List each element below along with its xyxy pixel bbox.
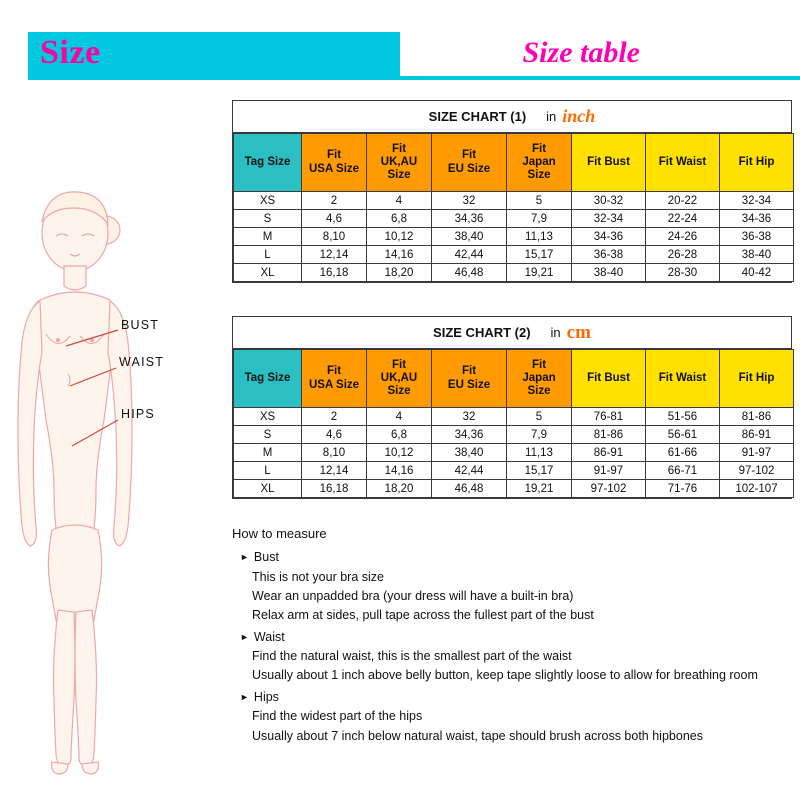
cell-eu: 34,36 <box>432 210 507 228</box>
cell-uk: 10,12 <box>367 444 432 462</box>
cell-tag-size: XL <box>234 480 302 498</box>
cell-uk: 6,8 <box>367 426 432 444</box>
cell-eu: 42,44 <box>432 246 507 264</box>
size-chart-2-unit: cm <box>566 321 591 343</box>
label-bust: BUST <box>121 318 160 332</box>
header-left-band <box>28 32 400 80</box>
cell-bust: 34-36 <box>572 228 646 246</box>
female-body-figure <box>0 90 220 780</box>
size-chart-1-table <box>233 133 794 282</box>
cell-hip: 81-86 <box>720 408 794 426</box>
bust-line-2: Wear an unpadded bra (your dress will have a built-in bra) <box>252 588 574 603</box>
size-chart-1-unit: inch <box>562 106 596 126</box>
cell-bust: 32-34 <box>572 210 646 228</box>
col-header-fit-hip: Fit Hip <box>720 350 794 408</box>
bullet-label: Bust <box>253 550 279 565</box>
cell-eu: 34,36 <box>432 426 507 444</box>
col-header-usa-size: Fit USA Size <box>302 350 367 408</box>
cell-bust: 38-40 <box>572 264 646 282</box>
cell-eu: 42,44 <box>432 462 507 480</box>
cell-hip: 40-42 <box>720 264 794 282</box>
cell-eu: 32 <box>432 192 507 210</box>
bullet-hips <box>240 688 792 707</box>
cell-eu: 32 <box>432 408 507 426</box>
cell-tag-size: M <box>234 228 302 246</box>
col-header-usa-size: Fit USA Size <box>302 134 367 192</box>
col-header-japan-size: Fit Japan Size <box>507 134 572 192</box>
cell-bust: 86-91 <box>572 444 646 462</box>
cell-tag-size: S <box>234 426 302 444</box>
cell-uk: 18,20 <box>367 264 432 282</box>
cell-usa: 8,10 <box>302 444 367 462</box>
cell-waist: 26-28 <box>646 246 720 264</box>
cell-usa: 16,18 <box>302 264 367 282</box>
size-chart-2-body <box>234 408 794 498</box>
header-right-band <box>400 32 800 80</box>
cell-usa: 4,6 <box>302 210 367 228</box>
size-chart-2-table <box>233 349 794 498</box>
table-header-row <box>234 134 794 192</box>
waist-line-2: Usually about 1 inch above belly button, keep tape slightly loose to allow for breathing room <box>252 668 758 683</box>
triangle-bullet-icon: ► <box>240 552 249 563</box>
cell-eu: 46,48 <box>432 264 507 282</box>
cell-uk: 4 <box>367 408 432 426</box>
cell-hip: 91-97 <box>720 444 794 462</box>
col-header-uk-au-size: Fit UK,AU Size <box>367 134 432 192</box>
cell-hip: 97-102 <box>720 462 794 480</box>
cell-tag-size: L <box>234 462 302 480</box>
cell-uk: 14,16 <box>367 246 432 264</box>
cell-usa: 8,10 <box>302 228 367 246</box>
cell-jp: 11,13 <box>507 444 572 462</box>
cell-uk: 4 <box>367 192 432 210</box>
cell-waist: 66-71 <box>646 462 720 480</box>
bullet-label: Hips <box>253 689 279 704</box>
cell-waist: 20-22 <box>646 192 720 210</box>
cell-jp: 5 <box>507 408 572 426</box>
waist-line-1: Find the natural waist, this is the smallest part of the waist <box>252 649 572 664</box>
cell-tag-size: XS <box>234 408 302 426</box>
col-header-fit-waist: Fit Waist <box>646 134 720 192</box>
cell-usa: 12,14 <box>302 246 367 264</box>
col-header-fit-bust: Fit Bust <box>572 350 646 408</box>
cell-eu: 38,40 <box>432 228 507 246</box>
page-title: Size <box>40 34 101 71</box>
size-chart-2 <box>232 316 792 499</box>
cell-tag-size: S <box>234 210 302 228</box>
cell-usa: 12,14 <box>302 462 367 480</box>
size-chart-1-body <box>234 192 794 282</box>
cell-hip: 34-36 <box>720 210 794 228</box>
col-header-japan-size: Fit Japan Size <box>507 350 572 408</box>
cell-bust: 81-86 <box>572 426 646 444</box>
size-chart-2-title-text: SIZE CHART (2) <box>433 325 531 340</box>
header-divider-rule <box>400 76 800 80</box>
cell-jp: 19,21 <box>507 264 572 282</box>
bust-line-1: This is not your bra size <box>252 569 384 584</box>
table-row <box>234 480 794 498</box>
cell-waist: 51-56 <box>646 408 720 426</box>
bullet-label: Waist <box>253 629 285 644</box>
table-row <box>234 264 794 282</box>
cell-tag-size: XS <box>234 192 302 210</box>
col-header-eu-size: Fit EU Size <box>432 350 507 408</box>
col-header-fit-waist: Fit Waist <box>646 350 720 408</box>
cell-uk: 18,20 <box>367 480 432 498</box>
bullet-bust <box>240 548 792 567</box>
cell-jp: 5 <box>507 192 572 210</box>
cell-usa: 2 <box>302 192 367 210</box>
how-to-measure-group-waist <box>232 628 792 686</box>
cell-bust: 97-102 <box>572 480 646 498</box>
size-chart-2-unit-word: in <box>550 325 561 340</box>
table-header-row <box>234 350 794 408</box>
cell-uk: 6,8 <box>367 210 432 228</box>
how-to-measure-section <box>232 524 792 748</box>
cell-usa: 16,18 <box>302 480 367 498</box>
cell-tag-size: XL <box>234 264 302 282</box>
size-chart-1-title <box>233 101 791 133</box>
page-header <box>0 32 800 80</box>
table-row <box>234 426 794 444</box>
cell-hip: 36-38 <box>720 228 794 246</box>
col-header-tag-size: Tag Size <box>234 134 302 192</box>
cell-waist: 22-24 <box>646 210 720 228</box>
how-to-measure-group-hips <box>232 688 792 746</box>
cell-bust: 76-81 <box>572 408 646 426</box>
cell-uk: 10,12 <box>367 228 432 246</box>
cell-waist: 24-26 <box>646 228 720 246</box>
cell-bust: 91-97 <box>572 462 646 480</box>
cell-waist: 61-66 <box>646 444 720 462</box>
table-row <box>234 228 794 246</box>
cell-waist: 71-76 <box>646 480 720 498</box>
cell-jp: 11,13 <box>507 228 572 246</box>
cell-bust: 30-32 <box>572 192 646 210</box>
size-chart-1-title-text: SIZE CHART (1) <box>428 109 527 124</box>
cell-hip: 32-34 <box>720 192 794 210</box>
cell-waist: 28-30 <box>646 264 720 282</box>
cell-jp: 15,17 <box>507 246 572 264</box>
bust-line-3: Relax arm at sides, pull tape across the fullest part of the bust <box>252 608 594 623</box>
cell-waist: 56-61 <box>646 426 720 444</box>
header-subtitle: Size table <box>522 36 640 69</box>
col-header-fit-bust: Fit Bust <box>572 134 646 192</box>
cell-uk: 14,16 <box>367 462 432 480</box>
col-header-fit-hip: Fit Hip <box>720 134 794 192</box>
cell-usa: 4,6 <box>302 426 367 444</box>
label-hips: HIPS <box>121 407 155 421</box>
table-row <box>234 462 794 480</box>
cell-bust: 36-38 <box>572 246 646 264</box>
hips-line-1: Find the widest part of the hips <box>252 709 423 724</box>
size-chart-1 <box>232 100 792 283</box>
col-header-uk-au-size: Fit UK,AU Size <box>367 350 432 408</box>
col-header-tag-size: Tag Size <box>234 350 302 408</box>
cell-usa: 2 <box>302 408 367 426</box>
bullet-waist <box>240 628 792 647</box>
triangle-bullet-icon: ► <box>240 691 249 702</box>
table-row <box>234 192 794 210</box>
cell-jp: 7,9 <box>507 426 572 444</box>
cell-tag-size: L <box>234 246 302 264</box>
cell-jp: 15,17 <box>507 462 572 480</box>
cell-hip: 38-40 <box>720 246 794 264</box>
cell-eu: 46,48 <box>432 480 507 498</box>
cell-eu: 38,40 <box>432 444 507 462</box>
hips-line-2: Usually about 7 inch below natural waist, tape should brush across both hipbones <box>252 728 703 743</box>
triangle-bullet-icon: ► <box>240 631 249 642</box>
col-header-eu-size: Fit EU Size <box>432 134 507 192</box>
cell-jp: 19,21 <box>507 480 572 498</box>
table-row <box>234 408 794 426</box>
table-row <box>234 246 794 264</box>
cell-jp: 7,9 <box>507 210 572 228</box>
table-row <box>234 210 794 228</box>
cell-tag-size: M <box>234 444 302 462</box>
cell-hip: 86-91 <box>720 426 794 444</box>
cell-hip: 102-107 <box>720 480 794 498</box>
how-to-measure-group-bust <box>232 548 792 626</box>
table-row <box>234 444 794 462</box>
size-chart-2-title <box>233 317 791 349</box>
body-illustration-svg <box>0 90 220 780</box>
how-to-measure-heading: How to measure <box>232 526 327 541</box>
label-waist: WAIST <box>119 355 165 369</box>
size-chart-1-unit-word: in <box>546 109 557 124</box>
